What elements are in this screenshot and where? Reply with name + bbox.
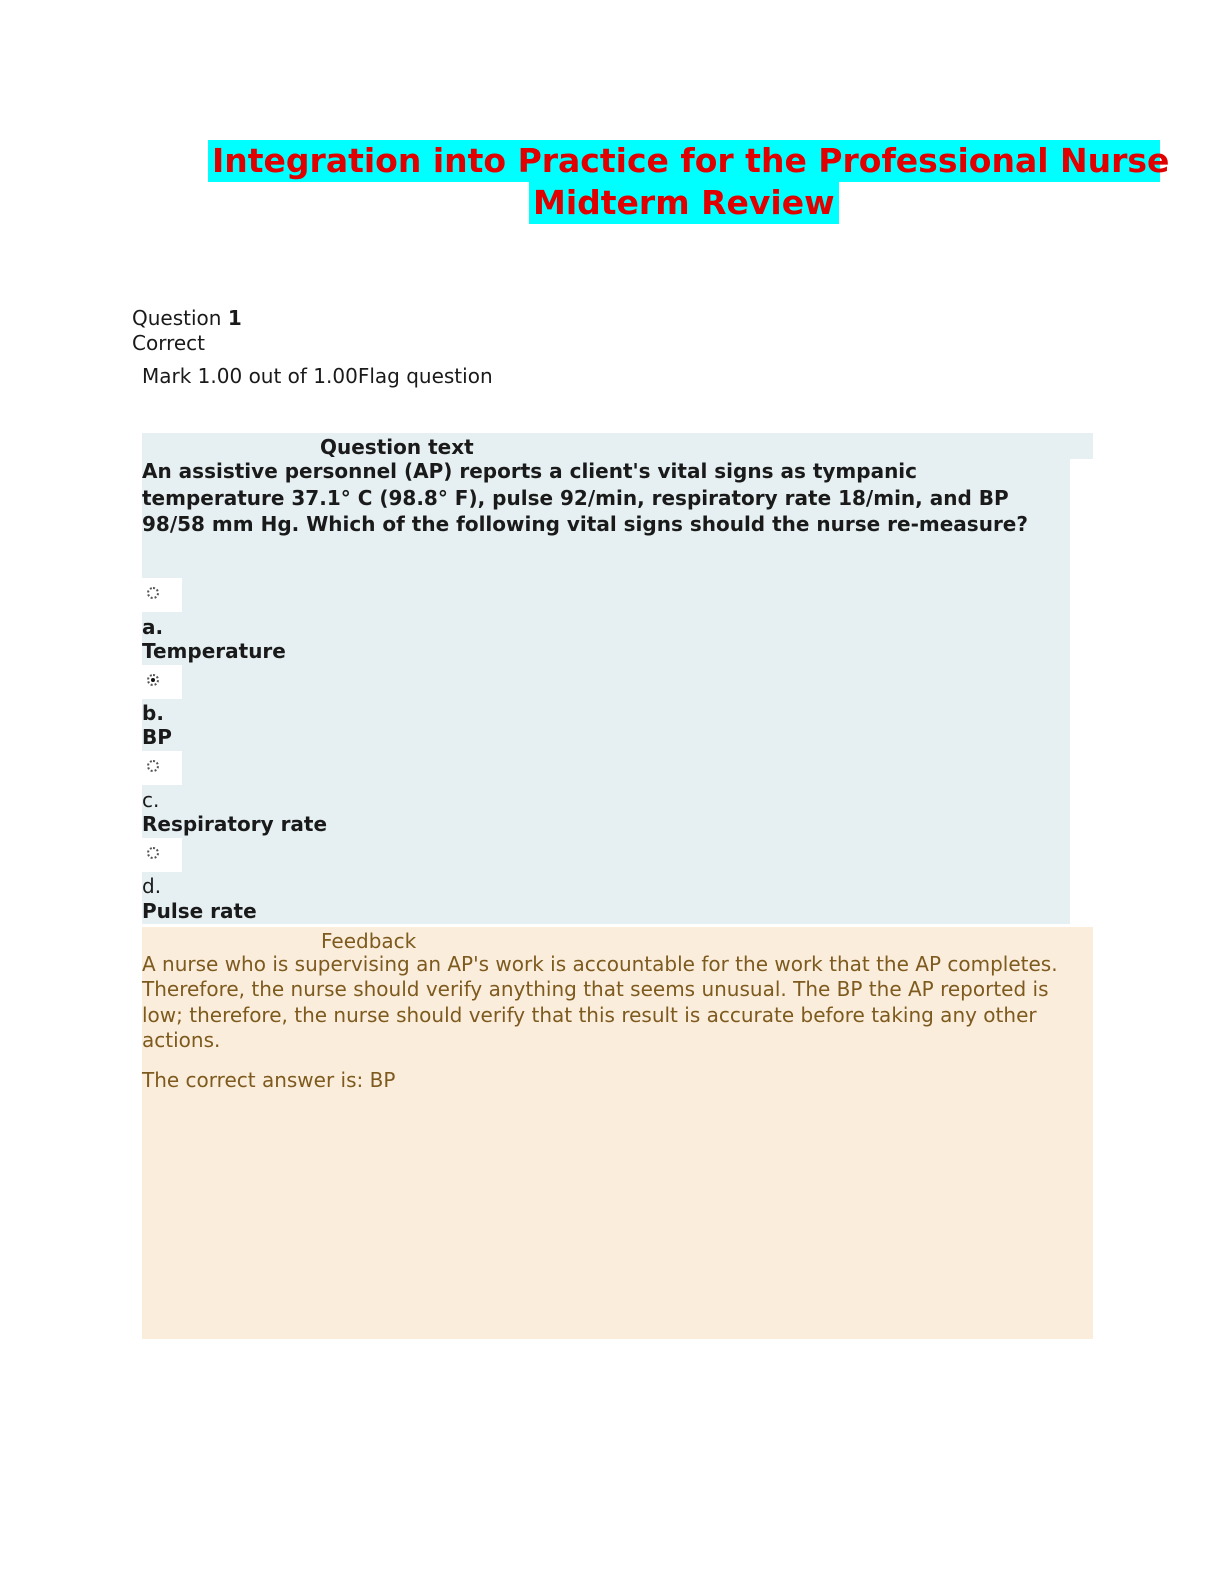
radio-selected-icon[interactable]: [147, 674, 159, 686]
option-a-letter: a.: [142, 615, 164, 639]
title-line-2: Midterm Review: [529, 182, 839, 224]
feedback-text: A nurse who is supervising an AP's work is accountable for the work that the AP completes. Therefore, the nurse should verify anything that seems unusual. The BP the AP reported is low; therefore, the nurse should verify that this result is accurate before taking any other actions.: [142, 952, 1058, 1052]
radio-icon[interactable]: [147, 847, 159, 859]
option-b-letter: b.: [142, 701, 164, 725]
title-line-1: Integration into Practice for the Professional Nurse: [208, 140, 1160, 182]
option-a-radio-cell[interactable]: [142, 578, 182, 612]
option-a-text[interactable]: Temperature: [142, 639, 286, 663]
question-text-label: Question text: [320, 435, 474, 459]
question-number-value: 1: [227, 306, 242, 330]
question-text: An assistive personnel (AP) reports a client's vital signs as tympanic temperature 37.1° C (98.8° F), pulse 92/min, respiratory rate 18/min, and BP 98/58 mm Hg. Which of the following vital signs should the nurse re-measure?: [142, 459, 1028, 536]
mark-text: Mark 1.00 out of 1.00: [142, 364, 358, 388]
question-info: [132, 306, 242, 356]
option-d-radio-cell[interactable]: [142, 838, 182, 872]
radio-icon[interactable]: [147, 760, 159, 772]
radio-icon[interactable]: [147, 587, 159, 599]
option-b-radio-cell[interactable]: [142, 665, 182, 699]
question-number: [132, 306, 242, 331]
option-d-letter: d.: [142, 874, 162, 898]
option-c-text[interactable]: Respiratory rate: [142, 812, 328, 836]
option-c-letter: c.: [142, 788, 160, 812]
flag-question-link[interactable]: Flag question: [357, 364, 493, 388]
option-d-text[interactable]: Pulse rate: [142, 899, 257, 923]
option-b-text[interactable]: BP: [142, 725, 172, 749]
correct-answer: The correct answer is: BP: [142, 1068, 396, 1092]
feedback-label: Feedback: [321, 929, 417, 953]
question-label: Question: [132, 306, 222, 330]
mark-row: [142, 364, 493, 389]
option-c-radio-cell[interactable]: [142, 751, 182, 785]
question-status: Correct: [132, 331, 205, 355]
